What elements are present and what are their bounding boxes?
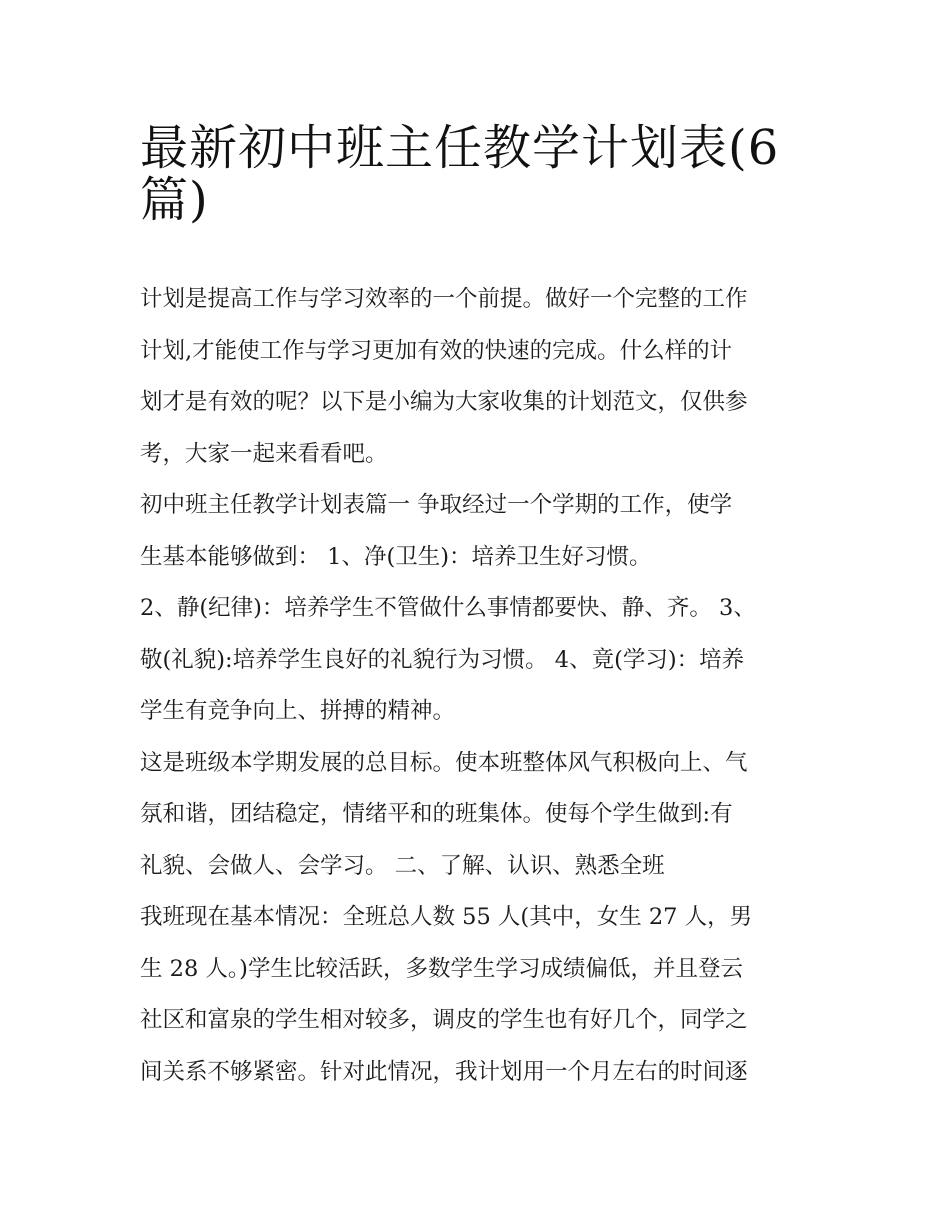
title-line: 篇) [140, 171, 209, 228]
document-title [140, 110, 820, 228]
title-line: 最新初中班主任教学计划表(6 [140, 120, 780, 176]
text-line: 计划,才能使工作与学习更加有效的快速的完成。什么样的计 [140, 337, 733, 364]
text-line: 生 28 人。)学生比较活跃，多数学生学习成绩偏低，并且登云 [140, 955, 743, 982]
text-line: 社区和富泉的学生相对较多，调皮的学生也有好几个，同学之 [140, 1007, 748, 1033]
text-line: 2、静(纪律)：培养学生不管做什么事情都要快、静、齐。 3、 [140, 595, 756, 621]
text-line: 氛和谐，团结稳定，情绪平和的班集体。使每个学生做到:有 [140, 801, 733, 827]
text-line: 这是班级本学期发展的总目标。使本班整体风气积极向上、气 [140, 749, 748, 776]
paragraph-intro [140, 274, 820, 480]
paragraph-goals [140, 583, 820, 738]
text-line: 初中班主任教学计划表篇一 争取经过一个学期的工作，使学 [140, 492, 733, 518]
paragraph-class-situation [140, 892, 820, 1098]
text-line: 我班现在基本情况：全班总人数 55 人(其中，女生 27 人，男 [140, 904, 753, 930]
paragraph-overall-goal [140, 738, 820, 893]
text-line: 礼貌、会做人、会学习。 二、了解、认识、熟悉全班 [140, 852, 665, 879]
text-line: 生基本能够做到： 1、净(卫生)：培养卫生好习惯。 [140, 543, 652, 570]
text-line: 考，大家一起来看看吧。 [140, 440, 388, 467]
document-body [140, 274, 820, 1098]
text-line: 敬(礼貌):培养学生良好的礼貌行为习惯。 4、竟(学习)：培养 [140, 646, 745, 673]
paragraph-plan-one [140, 480, 820, 583]
text-line: 学生有竞争向上、拼搏的精神。 [140, 698, 456, 724]
text-line: 划才是有效的呢？以下是小编为大家收集的计划范文，仅供参 [140, 389, 748, 415]
text-line: 间关系不够紧密。针对此情况，我计划用一个月左右的时间逐 [140, 1058, 748, 1085]
text-line: 计划是提高工作与学习效率的一个前提。做好一个完整的工作 [140, 286, 748, 312]
